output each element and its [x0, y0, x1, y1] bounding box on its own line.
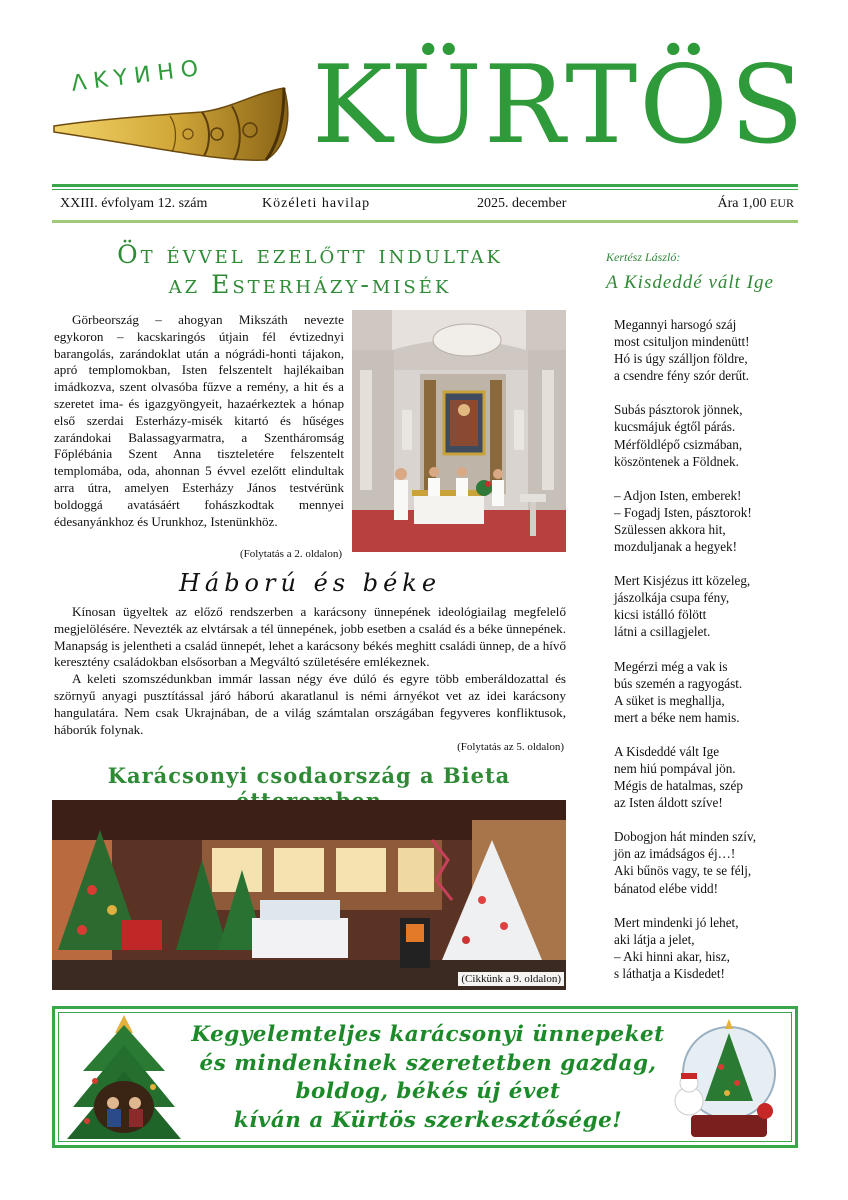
- nativity-tree-image: [65, 1011, 183, 1143]
- greeting-line: és mindenkinek szeretetben gazdag,: [199, 1050, 657, 1076]
- poem-line: A süket is meghallja,: [614, 692, 725, 708]
- poem-line: bánatod elébe vidd!: [614, 880, 718, 896]
- poem-line: mozduljanak a hegyek!: [614, 539, 738, 555]
- poem-line: most csituljon mindenütt!: [614, 334, 750, 350]
- poem-line: az Isten áldott szíve!: [614, 795, 723, 811]
- poem-line: Mérföldlépő csizmában,: [614, 436, 743, 452]
- article1-body: Görbeország – ahogyan Mikszáth nevezte egykoron – kacskaringós útjain fél évtizednyi barangolás, zarándoklat után a nógrádi-honti tájakon, apró templomokban, Isten felszentelt hajlékaiban imádkozva, szent olvasóba fűzve a remény, a hit és a szeretet ima- és igazgyöngyeit, hazaérkeztek a hónap első szerdai Esterházy-misék kitartó és hűséges zarándokai Balassagyarmatra, a Szentháromság Főplébánia Szent Anna tiszteletére felszentelt templomába, oda, ahonnan 5 évvel ezelőtt elindultak arra útra, amelyen Esterházy János testvérünk boldoggá avatásáért fohászkodtak mennyei édesanyánkhoz és Urunkhoz, Istenünkhöz.: [54, 312, 344, 529]
- article2-title: Háború és béke: [178, 569, 442, 597]
- issue-price: [718, 196, 795, 212]
- article2-continued: (Folytatás az 5. oldalon): [457, 741, 564, 753]
- poem-stanza: [614, 828, 810, 896]
- poem-line: látni a csillagjelet.: [614, 624, 711, 640]
- snow-globe-image: [667, 1011, 785, 1143]
- poem-line: Hó is úgy szálljon földre,: [614, 351, 748, 367]
- poem-line: kucsmájuk égtől párás.: [614, 419, 736, 435]
- church-interior-image: [352, 310, 566, 552]
- poem-line: Megannyi harsogó száj: [614, 317, 737, 332]
- article3-title: Karácsonyi csodaország a Bieta: [107, 763, 511, 788]
- greeting-line: boldog, békés új évet: [295, 1079, 561, 1104]
- poem-line: mert a béke nem hamis.: [614, 709, 740, 725]
- poem-line: Mert mindenki jó lehet,: [614, 914, 739, 930]
- restaurant-christmas-photo: [52, 800, 566, 990]
- masthead-rule-top: [52, 184, 798, 187]
- article2-paragraph1: Kínosan ügyeltek az előző rendszerben a karácsony ünnepének ideológiailag megfelelő megjelölésére. Nevezték az elvtársak a tél ünnepének, jobb esetben a család és a béke ünnepének. Manapság is jelentheti a család ünnepét, lehet a karácsony békés meghitt családi ünnep, de a hívő keresztény családokban elsősorban a Megváltó születésére emlékeznek.: [54, 604, 566, 670]
- poem-line: nem hiú pompával jön.: [614, 760, 736, 776]
- poem-author: Kertész László:: [606, 250, 681, 264]
- greeting-message: [185, 1021, 671, 1135]
- poem-line: aki látja a jelet,: [614, 931, 695, 947]
- publication-kind: Közéleti havilap: [262, 196, 371, 211]
- price-label: Ára 1,00: [717, 196, 767, 211]
- price-currency: EUR: [770, 196, 794, 210]
- article1-title-line1: Öt évvel ezelőtt indultak: [117, 240, 503, 269]
- poem-line: A Kisdeddé vált Ige: [614, 743, 720, 759]
- poem-line: bús szemén a ragyogást.: [614, 675, 743, 691]
- greeting-line: kíván a Kürtös szerkesztősége!: [233, 1107, 623, 1133]
- poem-line: köszöntenek a Földnek.: [614, 453, 739, 469]
- poem-line: Mégis de hatalmas, szép: [614, 778, 743, 794]
- poem-line: kicsi istálló fölött: [614, 607, 707, 623]
- church-mass-photo: [352, 310, 566, 552]
- poem-stanza: [614, 658, 810, 726]
- restaurant-interior-image: [52, 800, 566, 990]
- poem-line: – Adjon Isten, emberek!: [614, 487, 742, 503]
- article2-body: [54, 604, 566, 738]
- poem-body: [614, 316, 810, 999]
- article1-title-line2: az Esterházy-misék: [168, 270, 452, 299]
- issue-info-bar: [60, 196, 794, 216]
- horn-logo-image: [52, 86, 292, 168]
- poem-line: – Fogadj Isten, pásztorok!: [614, 504, 752, 520]
- poem-line: Subás pásztorok jönnek,: [614, 402, 743, 418]
- poem-line: Mert Kisjézus itt közeleg,: [614, 573, 751, 589]
- masthead: [0, 0, 848, 180]
- poem-line: Dobogjon hát minden szív,: [614, 829, 756, 845]
- masthead-rule-thin: [52, 189, 798, 190]
- article2-paragraph2: A keleti szomszédunkban immár lassan négy éve dúló és egyre több emberáldozattal és szörnyű anyagi pusztítással járó háború akaratlanul is némi árnyékot vet az idei karácsony hangulatára. Nem csak Ukrajnában, de a világ számtalan országában fegyveres konfliktusok, háborúk folynak.: [54, 671, 566, 737]
- poem-line: Megérzi még a vak is: [614, 658, 728, 674]
- poem-line: jön az imádságos éj…!: [614, 846, 736, 862]
- poem-line: Szülessen akkora hit,: [614, 521, 726, 537]
- newspaper-title: KÜRTÖS: [312, 43, 806, 168]
- poem-stanza: [614, 743, 810, 811]
- masthead-rule-bottom: [52, 220, 798, 223]
- poem-stanza: [614, 487, 810, 555]
- article1-continued: (Folytatás a 2. oldalon): [239, 548, 342, 560]
- poem-title: A Kisdeddé vált Ige: [606, 272, 774, 293]
- poem-stanza: [614, 316, 810, 384]
- poem-line: jászolkája csupa fény,: [614, 590, 730, 606]
- article1-title: [54, 240, 566, 300]
- poem-stanza: [614, 401, 810, 469]
- poem-stanza: [614, 914, 810, 982]
- christmas-greeting-box: [52, 1006, 798, 1148]
- issue-date: 2025. december: [477, 196, 567, 211]
- article3-continued: (Cikkünk a 9. oldalon): [458, 972, 564, 986]
- horn-logo-text: ΛKYИHO: [70, 55, 207, 97]
- poem-line: Aki bűnös vagy, te se félj,: [614, 863, 752, 879]
- poem-line: s láthatja a Kisdedet!: [614, 965, 725, 981]
- poem-line: a csendre fény szór derűt.: [614, 368, 750, 384]
- poem-line: – Aki hinni akar, hisz,: [614, 948, 730, 964]
- greeting-line: Kegyelemteljes karácsonyi ünnepeket: [191, 1022, 665, 1047]
- issue-volume: XXIII. évfolyam 12. szám: [60, 196, 208, 211]
- poem-stanza: [614, 572, 810, 640]
